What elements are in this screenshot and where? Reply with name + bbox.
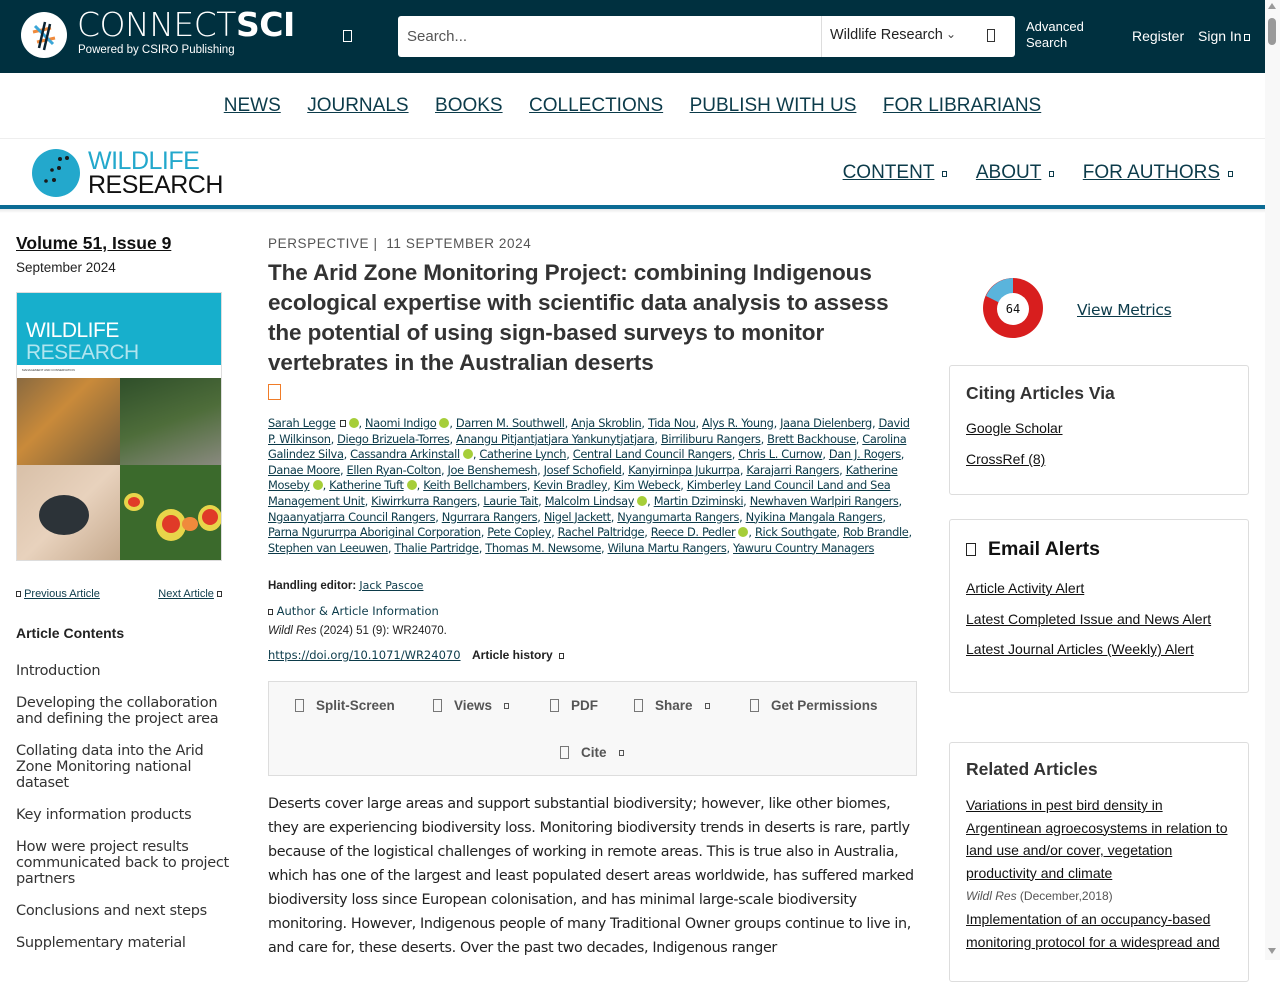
author-link[interactable]: Dan J. Rogers bbox=[828, 447, 901, 462]
brand-name[interactable] bbox=[77, 6, 295, 44]
chevron-down-icon bbox=[559, 653, 564, 659]
cover-title-line2: RESEARCH bbox=[26, 341, 139, 364]
views-icon bbox=[433, 699, 442, 712]
pdf-icon bbox=[550, 699, 559, 712]
chevron-left-icon bbox=[16, 591, 21, 597]
toc-item-conclusions[interactable]: Conclusions and next steps bbox=[16, 903, 207, 919]
author-link[interactable]: Stephen van Leeuwen bbox=[268, 540, 388, 555]
journal-nav bbox=[819, 162, 1233, 184]
related-article-link[interactable]: Implementation of an occupancy-based monitoring protocol for a widespread and bbox=[966, 911, 1220, 950]
issue-date: September 2024 bbox=[16, 260, 116, 275]
article-title bbox=[268, 258, 918, 400]
author-link[interactable]: Pete Copley bbox=[487, 525, 552, 540]
author-link[interactable]: Rachel Paltridge bbox=[557, 525, 645, 540]
author-link[interactable]: Jaana Dielenberg bbox=[780, 416, 872, 430]
related-articles-card bbox=[949, 742, 1249, 982]
author-link[interactable]: Kanyirninpa Jukurrpa bbox=[628, 462, 740, 477]
open-access-icon bbox=[268, 384, 281, 400]
article-contents-list bbox=[16, 663, 231, 967]
chevron-right-icon bbox=[217, 591, 222, 597]
citation-journal: Wildl Res bbox=[268, 625, 317, 637]
crossref-link[interactable]: CrossRef (8) bbox=[966, 451, 1046, 467]
scroll-thumb[interactable] bbox=[1268, 18, 1276, 45]
chevron-down-icon bbox=[942, 171, 947, 177]
author-link[interactable]: Malcolm Lindsay bbox=[544, 493, 635, 508]
journal-logo-line1: WILDLIFE bbox=[88, 147, 200, 175]
weekly-articles-alert-link[interactable]: Latest Journal Articles (Weekly) Alert bbox=[966, 641, 1194, 657]
journal-nav-content[interactable] bbox=[843, 162, 935, 183]
meta-separator: | bbox=[373, 236, 378, 251]
chevron-down-icon bbox=[1228, 171, 1233, 177]
orcid-icon[interactable] bbox=[637, 496, 647, 506]
split-screen-label: Split-Screen bbox=[316, 698, 395, 713]
permissions-label: Get Permissions bbox=[771, 698, 878, 713]
previous-article-link[interactable] bbox=[16, 588, 100, 600]
connectsci-logo-icon[interactable] bbox=[21, 12, 67, 58]
altmetric-badge[interactable] bbox=[980, 276, 1046, 340]
author-link[interactable]: Central Land Council Rangers bbox=[572, 447, 732, 462]
author-link[interactable]: Keith Bellchambers bbox=[423, 478, 527, 493]
author-article-info-toggle[interactable] bbox=[268, 604, 439, 618]
author-link[interactable]: Cassandra Arkinstall bbox=[350, 447, 460, 462]
toc-item-key-products[interactable]: Key information products bbox=[16, 807, 192, 823]
split-screen-button[interactable] bbox=[295, 698, 395, 713]
orcid-icon[interactable] bbox=[407, 480, 417, 490]
chevron-down-icon bbox=[504, 703, 509, 709]
share-icon bbox=[634, 699, 643, 712]
article-history-label: Article history bbox=[472, 648, 553, 662]
sign-in-label: Sign In bbox=[1198, 28, 1242, 44]
related-articles-list bbox=[966, 794, 1234, 953]
author-link[interactable]: Parna Ngururrpa Aboriginal Corporation bbox=[268, 525, 481, 540]
article-contents-heading: Article Contents bbox=[16, 625, 125, 641]
scroll-down-arrow-icon[interactable] bbox=[1268, 948, 1276, 954]
citing-articles-card bbox=[949, 365, 1249, 495]
author-link[interactable]: Joe Benshemesh bbox=[447, 462, 538, 477]
for-authors-label: FOR AUTHORS bbox=[1082, 162, 1220, 183]
citing-articles-heading: Citing Articles Via bbox=[966, 383, 1115, 403]
author-link[interactable]: David P. Wilkinson bbox=[268, 416, 910, 446]
orcid-icon[interactable] bbox=[313, 480, 323, 490]
author-link[interactable]: Chris L. Curnow bbox=[738, 447, 823, 462]
brand-tagline: Powered by CSIRO Publishing bbox=[78, 44, 235, 56]
orcid-icon[interactable] bbox=[439, 418, 449, 428]
author-link[interactable]: Naomi Indigo bbox=[365, 416, 437, 430]
author-link[interactable]: Nyikina Mangala Rangers bbox=[745, 509, 883, 524]
scroll-up-arrow-icon[interactable] bbox=[1268, 3, 1276, 9]
author-link[interactable]: Thomas M. Newsome bbox=[485, 540, 602, 555]
views-button[interactable] bbox=[433, 698, 509, 713]
author-link[interactable]: Birriliburu Rangers bbox=[660, 431, 761, 446]
author-link[interactable]: Sarah Legge bbox=[268, 416, 336, 430]
toc-item-collaboration[interactable]: Developing the collaboration and defining the project area bbox=[16, 695, 219, 727]
nav-publish-with-us[interactable]: PUBLISH WITH US bbox=[689, 95, 857, 116]
sign-in-link[interactable] bbox=[1198, 28, 1250, 44]
cover-subtitle: MANAGEMENT AND CONSERVATION bbox=[22, 368, 75, 372]
expand-icon bbox=[268, 609, 273, 615]
toc-item-collating-data[interactable]: Collating data into the Arid Zone Monitoring national dataset bbox=[16, 743, 204, 791]
author-link[interactable]: Anja Skroblin bbox=[571, 416, 642, 430]
cover-photo-cat bbox=[17, 378, 120, 465]
google-scholar-link[interactable]: Google Scholar bbox=[966, 420, 1063, 436]
issue-link[interactable]: Volume 51, Issue 9 bbox=[16, 233, 172, 253]
about-label: ABOUT bbox=[975, 162, 1042, 183]
content-label: CONTENT bbox=[842, 162, 935, 183]
author-link[interactable]: Ellen Ryan-Colton bbox=[346, 462, 441, 477]
menu-icon[interactable] bbox=[343, 30, 352, 42]
pdf-label: PDF bbox=[571, 698, 598, 713]
search-bar bbox=[398, 16, 1015, 57]
permissions-icon bbox=[750, 699, 759, 712]
article-title-text: The Arid Zone Monitoring Project: combining Indigenous ecological expertise with scientific data analysis to assess the potential of using sign-based surveys to monitor vertebrates in the Australian deserts bbox=[268, 260, 889, 375]
chevron-down-icon bbox=[1049, 171, 1054, 177]
article-history-toggle[interactable] bbox=[472, 648, 564, 662]
article-toolbar bbox=[268, 681, 917, 776]
page-scrollbar[interactable] bbox=[1265, 0, 1280, 960]
article-meta bbox=[268, 236, 531, 251]
toc-item-results-communicated[interactable]: How were project results communicated back to project partners bbox=[16, 839, 229, 887]
abstract-text: Deserts cover large areas and support substantial biodiversity; however, like other biomes, they are experiencing biodiversity loss. Monitoring biodiversity trends in deserts is rare, partly because of the logistical challenges of working in remote areas. This is true also in Australia, which has one of the largest and least populated desert areas worldwide, has suffered marked biodiversity loss since European colonisation, and has minimal large-scale biodiversity monitoring. However, Indigenous people of many Traditional Owner groups continue to live in, and care for, these deserts. Over the past two decades, Indigenous ranger bbox=[268, 796, 914, 956]
author-link[interactable]: Newhaven Warlpiri Rangers bbox=[749, 493, 899, 508]
author-link[interactable]: Carolina Galindez Silva bbox=[268, 431, 907, 462]
author-link[interactable]: Kim Webeck bbox=[613, 478, 681, 493]
author-link[interactable]: Anangu Pitjantjatjara Yankunytjatjara bbox=[456, 431, 655, 446]
author-link[interactable]: Kevin Bradley bbox=[533, 478, 608, 493]
author-link[interactable]: Ngurrara Rangers bbox=[441, 509, 538, 524]
altmetric-score: 64 bbox=[1005, 302, 1021, 316]
orcid-icon[interactable] bbox=[463, 449, 473, 459]
author-link[interactable]: Wiluna Martu Rangers bbox=[607, 540, 727, 555]
search-input[interactable] bbox=[398, 16, 821, 57]
citation-line bbox=[268, 625, 447, 637]
author-link[interactable]: Tida Nou bbox=[647, 416, 696, 430]
advanced-search-line2: Search bbox=[1026, 35, 1068, 50]
author-link[interactable]: Nigel Jackett bbox=[543, 509, 611, 524]
views-label: Views bbox=[454, 698, 493, 713]
related-article-citation bbox=[966, 889, 1234, 903]
article-type: PERSPECTIVE bbox=[268, 236, 370, 251]
author-link[interactable]: Nyangumarta Rangers bbox=[617, 509, 740, 524]
nav-journals[interactable]: JOURNALS bbox=[307, 95, 409, 116]
pdf-button[interactable] bbox=[550, 698, 598, 713]
brand-light: CONNECT bbox=[77, 5, 236, 44]
author-link[interactable]: Yawuru Country Managers bbox=[733, 540, 875, 555]
email-alerts-card bbox=[949, 519, 1249, 693]
author-list: Sarah Legge , Naomi Indigo , Darren M. Southwell, Anja Skroblin, Tida Nou, Alys R. Young, Jaana Dielenberg, David P. Wilkinson, Diego Brizuela-Torres, Anangu Pitjantjatjara Yankunytjatjara, Birriliburu Rangers, Brett Backhouse, Carolina Galindez Silva, Cassandra Arkinstall , Catherine Lynch, Central Land Council Rangers, Chris L. Curnow, Dan J. Rogers, Danae Moore, Ellen Ryan-Colton, Joe Benshemesh, Josef Schofield, Kanyirninpa Jukurrpa, Karajarri Rangers, Katherine Moseby , Katherine Tuft , Keith Bellchambers, Kevin Bradley, Kim Webeck, Kimberley Land Council Land and Sea Management Unit, Kiwirrkurra Rangers, Laurie Tait, Malcolm Lindsay , Martin Dziminski, Newhaven Warlpiri Rangers, Ngaanyatjarra Council Rangers, Ngurrara Rangers, Nigel Jackett, Nyangumarta Rangers, Nyikina Mangala Rangers, Parna Ngururrpa Aboriginal Corporation, Pete Copley, Rachel Paltridge, Reece D. Pedler , Rick Southgate, Rob Brandle, Stephen van Leeuwen, Thalie Partridge, Thomas M. Newsome, Wiluna Martu Rangers, Yawuru Country Managers bbox=[268, 416, 912, 555]
cover-photo-turtle bbox=[17, 465, 120, 561]
author-link[interactable]: Thalie Partridge bbox=[394, 540, 479, 555]
wildlife-research-logo-icon[interactable] bbox=[32, 149, 80, 197]
get-permissions-button[interactable] bbox=[750, 698, 878, 713]
nav-news[interactable]: NEWS bbox=[223, 95, 281, 116]
advanced-search-link[interactable] bbox=[1026, 19, 1084, 51]
author-link[interactable]: Kimberley Land Council Land and Sea Management Unit bbox=[268, 478, 891, 508]
author-info-label: Author & Article Information bbox=[276, 604, 439, 618]
register-link[interactable]: Register bbox=[1132, 28, 1185, 44]
journal-nav-about[interactable] bbox=[976, 162, 1041, 183]
site-header bbox=[0, 0, 1265, 73]
author-link[interactable]: Danae Moore bbox=[268, 462, 340, 477]
author-link[interactable]: Alys R. Young bbox=[702, 416, 774, 430]
latest-issue-alert-link[interactable]: Latest Completed Issue and News Alert bbox=[966, 611, 1212, 627]
handling-editor-link[interactable]: Jack Pascoe bbox=[359, 579, 424, 592]
next-article-label: Next Article bbox=[158, 588, 214, 600]
author-link[interactable]: Rick Southgate bbox=[754, 525, 837, 540]
cite-label: Cite bbox=[581, 745, 607, 760]
next-article-link[interactable] bbox=[158, 588, 222, 600]
search-icon[interactable] bbox=[987, 29, 995, 42]
main-nav bbox=[0, 73, 1265, 139]
cite-button[interactable] bbox=[560, 745, 624, 760]
toc-item-supplementary[interactable]: Supplementary material bbox=[16, 935, 186, 951]
author-link[interactable]: Katherine Moseby bbox=[268, 462, 898, 493]
author-link[interactable]: Kiwirrkurra Rangers bbox=[371, 493, 477, 508]
share-label: Share bbox=[655, 698, 693, 713]
author-link[interactable]: Ngaanyatjarra Council Rangers bbox=[268, 509, 436, 524]
cover-photo-deer bbox=[120, 378, 222, 465]
search-divider bbox=[821, 16, 822, 57]
cover-photo-heatmap bbox=[120, 465, 222, 561]
author-link[interactable]: Reece D. Pedler bbox=[650, 525, 736, 540]
article-date: 11 SEPTEMBER 2024 bbox=[386, 236, 532, 251]
author-link[interactable]: Martin Dziminski bbox=[653, 493, 744, 508]
handling-editor bbox=[268, 579, 423, 592]
journal-logo-line2: RESEARCH bbox=[88, 171, 223, 199]
journal-nav-for-authors[interactable] bbox=[1083, 162, 1220, 183]
nav-books[interactable]: BOOKS bbox=[435, 95, 503, 116]
author-link[interactable]: Laurie Tait bbox=[483, 493, 539, 508]
orcid-icon[interactable] bbox=[349, 418, 359, 428]
author-link[interactable]: Darren M. Southwell bbox=[455, 416, 565, 430]
search-scope-select[interactable]: Wildlife Research bbox=[830, 27, 943, 43]
orcid-icon[interactable] bbox=[738, 527, 748, 537]
chevron-down-icon bbox=[619, 750, 624, 756]
previous-article-label: Previous Article bbox=[24, 588, 100, 600]
author-link[interactable]: Katherine Tuft bbox=[329, 478, 404, 493]
journal-header-shadow bbox=[0, 209, 1265, 213]
split-screen-icon bbox=[295, 699, 304, 712]
issue-cover-image[interactable] bbox=[16, 292, 222, 561]
share-button[interactable] bbox=[634, 698, 710, 713]
toc-item-introduction[interactable]: Introduction bbox=[16, 663, 101, 679]
author-link[interactable]: Rob Brandle bbox=[842, 525, 909, 540]
brand-bold: SCI bbox=[235, 5, 295, 44]
related-articles-heading: Related Articles bbox=[966, 759, 1098, 779]
related-article-journal: Wildl Res bbox=[966, 889, 1017, 903]
journal-header bbox=[0, 140, 1265, 206]
cover-title-line1: WILDLIFE bbox=[26, 319, 119, 342]
cite-icon bbox=[560, 746, 569, 759]
related-article-date: (December,2018) bbox=[1016, 889, 1113, 903]
author-link[interactable]: Diego Brizuela-Torres bbox=[337, 431, 450, 446]
mail-icon bbox=[966, 543, 976, 556]
chevron-down-icon[interactable]: ⌄ bbox=[946, 27, 957, 41]
citation-details: (2024) 51 (9): WR24070. bbox=[316, 625, 447, 637]
author-link[interactable]: Brett Backhouse bbox=[767, 431, 856, 446]
author-link[interactable]: Josef Schofield bbox=[543, 462, 622, 477]
mail-icon[interactable] bbox=[340, 420, 346, 427]
doi-link[interactable]: https://doi.org/10.1071/WR24070 bbox=[268, 648, 461, 662]
email-alerts-heading bbox=[966, 538, 1100, 561]
nav-for-librarians[interactable]: FOR LIBRARIANS bbox=[882, 95, 1042, 116]
related-article-link[interactable]: Variations in pest bird density in Argentinean agroecosystems in relation to land use and/or cover, vegetation productivity and climate bbox=[966, 797, 1228, 881]
handling-editor-label: Handling editor: bbox=[268, 580, 357, 592]
advanced-search-line1: Advanced bbox=[1026, 19, 1084, 34]
nav-collections[interactable]: COLLECTIONS bbox=[529, 95, 664, 116]
article-activity-alert-link[interactable]: Article Activity Alert bbox=[966, 580, 1085, 596]
author-link[interactable]: Catherine Lynch bbox=[479, 447, 567, 462]
chevron-down-icon bbox=[705, 703, 710, 709]
email-alerts-label: Email Alerts bbox=[988, 538, 1100, 560]
sign-in-icon bbox=[1244, 34, 1250, 41]
view-metrics-link[interactable]: View Metrics bbox=[1077, 301, 1172, 319]
author-link[interactable]: Karajarri Rangers bbox=[746, 462, 840, 477]
